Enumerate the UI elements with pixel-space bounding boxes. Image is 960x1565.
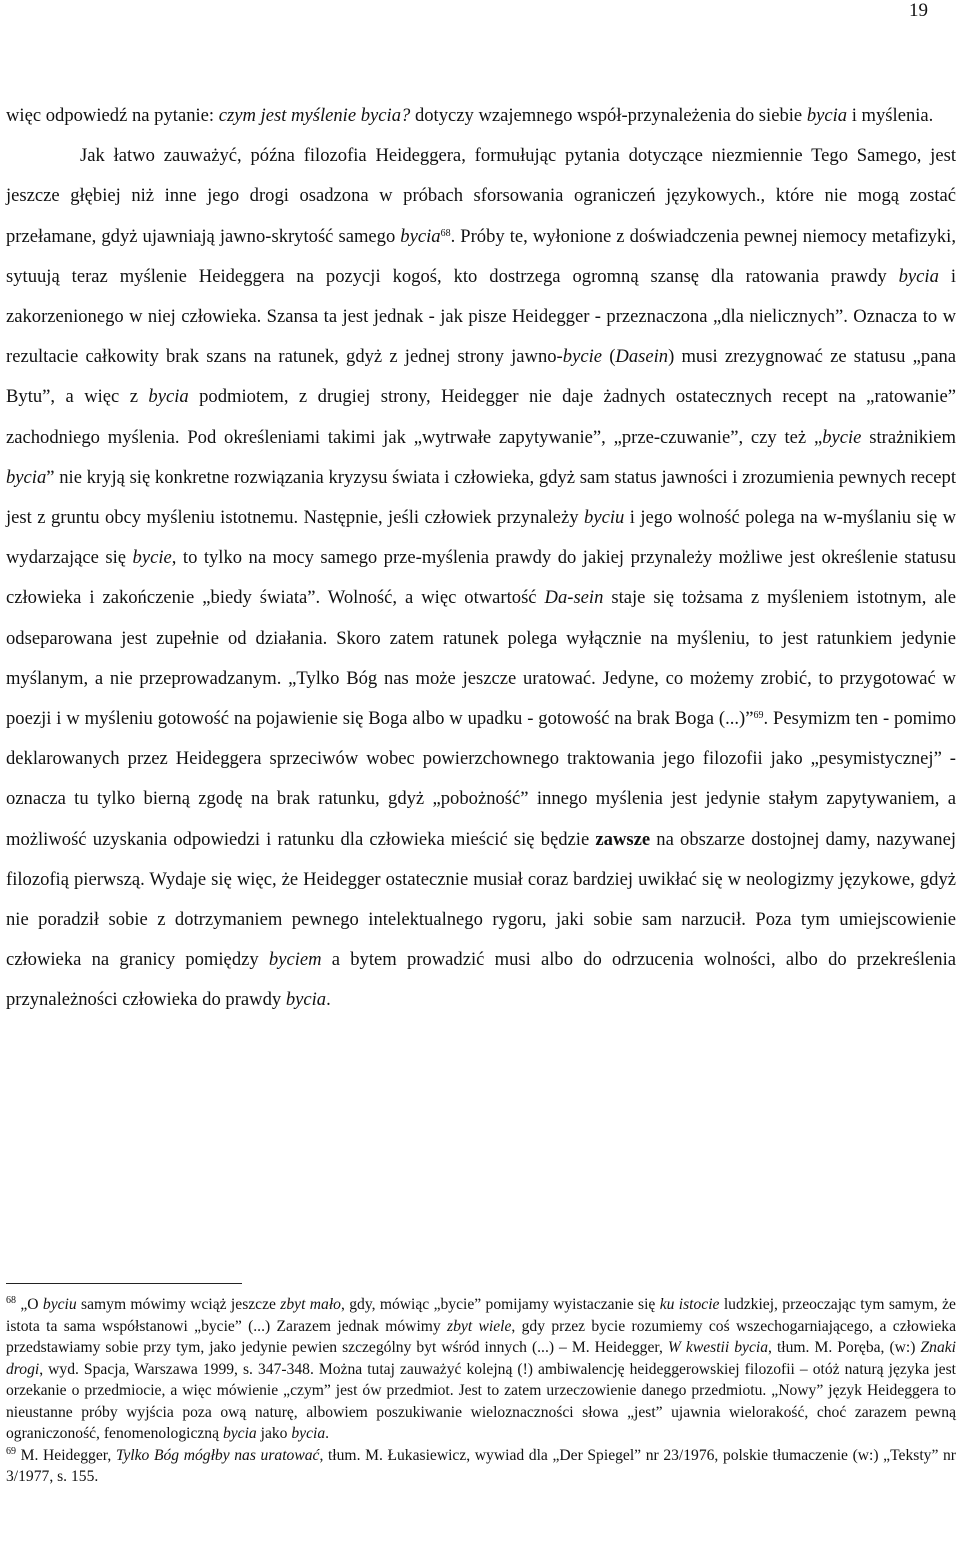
italic-run: bycie xyxy=(132,547,172,569)
text-run: na obszarze dostojnej damy, nazywanej filozofią pierwszą. Wydaje się więc, że Heidegger ostatecznie musiał coraz bardziej uwikłać się w neologizmy językowe, gdyż nie poradził sobie z dotrzymaniem pewnego intelektualnego rygoru, jaki sobie sam narzucił. Poza tym umiejscowienie człowieka na granicy pomiędzy xyxy=(6,828,956,971)
footnote-69 xyxy=(6,1445,956,1488)
text-run: . xyxy=(326,989,331,1011)
text-run: , to tylko na mocy samego prze-myślenia prawdy do jakiej przynależy możliwe jest określenie statusu człowieka i zakończenie „biedy świata”. Wolność, a więc otwartość xyxy=(6,547,956,609)
text-run: Jak łatwo zauważyć, późna filozofia Heideggera, formułując pytania dotyczące niezmiennie Tego Samego, jest jeszcze głębiej niż inne jego drogi osadzona w próbach sforsowania ograniczeń językowych., które nie mogą zostać przełamane, gdyż ujawniają jawno-skrytość samego xyxy=(6,145,956,247)
footnotes xyxy=(6,1294,956,1488)
italic-run: ku istocie xyxy=(659,1296,720,1313)
italic-run: bycia xyxy=(806,105,848,126)
italic-run: W kwestii bycia xyxy=(667,1339,769,1356)
italic-run: bycia xyxy=(898,265,939,287)
paragraph-1 xyxy=(6,96,956,136)
italic-run: bycia xyxy=(291,1425,326,1442)
text-run: więc odpowiedź na pytanie: xyxy=(6,105,219,126)
text-run: i myślenia. xyxy=(847,105,934,126)
text-run: dotyczy wzajemnego współ-przynależenia do siebie xyxy=(410,105,807,126)
italic-run: bycia xyxy=(6,466,47,488)
italic-run: Tylko Bóg mógłby nas uratować xyxy=(115,1446,320,1464)
text-run: ” nie kryją się konkretne rozwiązania kryzysu świata i człowieka, gdyż sam status jawności i zrozumienia pewnych recept jest z gruntu obcy myśleniu istotnemu. Następnie, jeśli człowiek przynależy xyxy=(6,466,956,529)
italic-run: Znaki drogi xyxy=(6,1339,957,1378)
footnote-separator xyxy=(6,1283,242,1284)
text-run: . Pesymizm ten - pomimo deklarowanych przez Heideggera sprzeciwów wobec powierzchownego traktowania jego filozofii jako „pesymistycznej” - oznacza tu tylko bierną zgodę na brak ratunku, gdyż „pobożność” innego myślenia jest jedynie stałym zapytywaniem, a możliwość uzyskania odpowiedzi i ratunku dla człowieka mieścić się będzie xyxy=(6,708,957,850)
italic-run: zbyt wiele xyxy=(447,1317,512,1335)
italic-run: byciu xyxy=(584,507,625,529)
italic-run: byciu xyxy=(42,1296,77,1313)
text-run: strażnikiem xyxy=(861,426,956,448)
text-run: . xyxy=(325,1425,330,1442)
text-run: podmiotem, z drugiej strony, Heidegger nie daje żadnych ostatecznych recept na „ratowanie” zachodniego myślenia. Pod określeniami takimi jak „wytrwałe zapytywanie”, „prze-czuwanie”, czy też „ xyxy=(6,386,956,448)
footnote-ref-69[interactable]: 69 xyxy=(753,710,764,722)
italic-run: Da-sein xyxy=(544,587,604,609)
paragraph-2 xyxy=(6,136,956,1020)
footnote-number: 69 xyxy=(6,1445,16,1457)
text-run: , gdy przez bycie rozumiemy coś wszechogarniającego, a człowieka przedstawiamy sobie przy tym, jako jedynie pewien szczególny byt wśród innych (...) – M. Heidegger, xyxy=(6,1317,956,1356)
text-run: staje się tożsama z myśleniem istotnym, ale odseparowana jest zupełnie od działania. Skoro zatem ratunek polega wyłącznie na myśleniu, to jest ratunkiem jedynie myślanym, a nie przeprowadzanym. „Tylko Bóg nas może jeszcze uratować. Jedyne, co możemy zrobić, to przygotować w poezji i w myśleniu gotowość na pojawienie się Boga albo w upadku - gotowość na brak Boga (...)” xyxy=(6,587,956,730)
page-number: 19 xyxy=(909,0,928,21)
text-run: samym mówimy wciąż jeszcze xyxy=(76,1296,281,1313)
text-run: ( xyxy=(602,346,616,368)
footnote-68 xyxy=(6,1294,956,1445)
text-run: M. Heidegger, xyxy=(16,1446,116,1464)
italic-run: bycia xyxy=(285,989,327,1011)
italic-run: czym jest myślenie bycia? xyxy=(218,105,411,126)
text-run: . Próby te, wyłonione z doświadczenia pewnej niemocy metafizyki, sytuują teraz myślenie Heideggera na pozycji kogoś, kto dostrzega ogromną szansę dla ratowania prawdy xyxy=(6,225,956,287)
text-run: , tłum. M. Łukasiewicz, wywiad dla „Der Spiegel” nr 23/1976, polskie tłumaczenie (w:) „Teksty” nr 3/1977, s. 155. xyxy=(6,1446,956,1485)
text-run: , wyd. Spacja, Warszawa 1999, s. 347-348. Można tutaj zauważyć kolejną (!) ambiwalencję heideggerowskiej filozofii – otóż naturą języka jest orzekanie o przedmiocie, a więc mówienie „czym” jest ów przedmiot. Jest to zatem urzeczowienie danego przedmiotu. „Nowy” język Heideggera to nieustanne próby wyjścia poza ową naturę, albowiem poszukiwanie wieloznaczności słowa „jest” ujawnia wielorakość, choć zarazem pewną ograniczoność, fenomenologiczną xyxy=(6,1360,956,1442)
footnote-ref-68[interactable]: 68 xyxy=(440,227,451,239)
text-run: , gdy, mówiąc „bycie” pomijamy wyistaczanie się xyxy=(340,1296,660,1313)
text-run: ) musi zrezygnować ze statusu „pana Bytu”, a więc z xyxy=(6,346,956,408)
bold-run: zawsze xyxy=(595,828,651,850)
text-run: a bytem prowadzić musi albo do odrzucenia wolności, albo do przekreślenia przynależności człowieka do prawdy xyxy=(6,949,956,1011)
italic-run: byciem xyxy=(268,949,322,971)
text-run: , tłum. M. Poręba, (w:) xyxy=(768,1339,921,1356)
text-run: „O xyxy=(16,1296,43,1313)
italic-run: zbyt mało xyxy=(280,1296,341,1313)
italic-run: bycia xyxy=(400,225,441,247)
text-run: ludzkiej, przeoczając tym samym, że istota ta sama współstanowi „bycie” (...) Zarazem jednak mówimy xyxy=(6,1296,956,1335)
italic-run: bycie xyxy=(562,346,602,368)
text-run: i zakorzenionego w niej człowieka. Szansa ta jest jednak - jak pisze Heidegger - przeznaczona „dla nielicznych”. Oznacza to w rezultacie całkowity brak szans na ratunek, gdyż z jednej strony jawno- xyxy=(6,265,956,368)
italic-run: bycia xyxy=(148,386,189,408)
italic-run: Dasein xyxy=(615,346,669,368)
footnote-number: 68 xyxy=(6,1295,16,1306)
italic-run: bycie xyxy=(822,426,862,448)
italic-run: bycia xyxy=(222,1425,257,1442)
text-run: i jego wolność polega na w-myślaniu się w wydarzające się xyxy=(6,507,956,569)
body-text xyxy=(6,96,956,1021)
text-run: jako xyxy=(256,1425,292,1442)
